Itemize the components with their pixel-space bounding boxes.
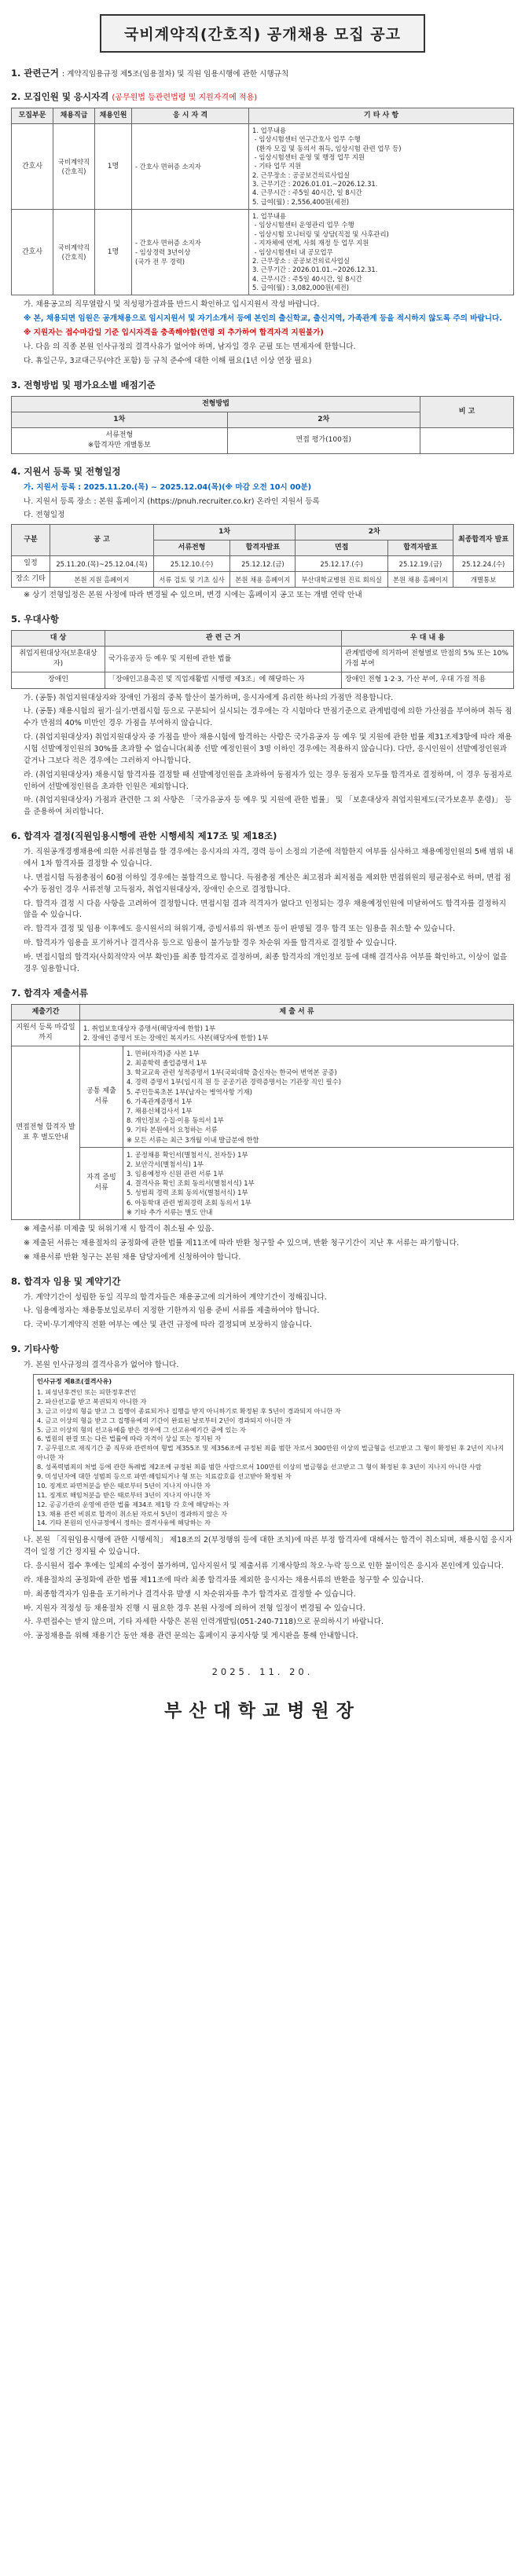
- selection-rule: 다. 합격자 결정 시 다음 사항을 고려하여 결정합니다. 면접시험 결과 적격자가 없다고 인정되는 경우 채용예정인원에 미달하여도 합격자를 결정하지 않을 수 있습니다.: [24, 899, 506, 920]
- misc-rule: 라. 채용절차의 공정화에 관한 법률 제11조에 따라 최종 합격자를 제외한 응시자는 채용서류의 반환을 청구할 수 있습니다.: [24, 1575, 424, 1585]
- pref-h-0: 대 상: [12, 631, 105, 647]
- misc-rule: 다. 응시원서 접수 후에는 일체의 수정이 불가하며, 입사지원서 및 제출서류 기재사항의 착오·누락 등으로 인한 불이익은 응시자 본인에게 있습니다.: [24, 1562, 504, 1571]
- document-item: 6. 아동학대 관련 범죄경력 조회 동의서 1부: [127, 1198, 251, 1207]
- recruit-detail-line: 4. 근무시간 : 주5일 40시간, 일 8시간: [252, 274, 362, 283]
- sched-h-1: 공 고: [50, 525, 154, 556]
- document-item: 7. 채용신체검사서 1부: [127, 1106, 193, 1115]
- col-dept: 모집부문: [12, 108, 53, 124]
- disqualification-item: 14. 기타 본원의 인사규정에서 정하는 결격사유에 해당하는 자: [37, 1519, 211, 1527]
- apply-period: 가. 지원서 등록 : 2025.11.20.(목) ~ 2025.12.04(목)(※ 마감 오전 10시 00분): [24, 482, 312, 492]
- s9-intro: 가. 본원 인사규정의 결격사유가 없어야 합니다.: [24, 1361, 179, 1370]
- sched-r2-0: 장소 기타: [12, 572, 50, 588]
- sched-r1-4: 25.12.17.(수): [296, 556, 387, 572]
- recruit-detail-line: - 임상시험센터 내 공모업무: [252, 247, 333, 256]
- recruit-detail-line: 1. 업무내용: [252, 126, 287, 135]
- recruit-row: [12, 124, 514, 210]
- issuer-name: 부산대학교병원장: [164, 1701, 361, 1722]
- disqualification-item: 8. 성폭력범죄의 처벌 등에 관한 특례법 제2조에 규정된 죄를 범한 사람으로서 100만원 이상의 벌금형을 선고받고 그 형이 확정된 후 3년이 지나지 아니한 사람: [37, 1463, 482, 1471]
- recruit-dept: 간호사: [12, 210, 53, 295]
- sched-r1-5: 25.12.19.(금): [387, 556, 453, 572]
- document-item: ※ 모든 서류는 최근 3개월 이내 발급분에 한함: [127, 1135, 259, 1144]
- recruit-detail-line: - 임상시험센터 운영 및 행정 업무 지원: [252, 153, 365, 162]
- section-6-paras: [11, 847, 514, 976]
- recruit-qual: - 간호사 면허증 소지자: [132, 124, 249, 210]
- eval-stage-1: 1차: [12, 412, 228, 427]
- sched-r1-1: 25.11.20.(목)~25.12.04.(목): [50, 556, 154, 572]
- section-1-title: 1. 관련근거: [11, 68, 59, 79]
- selection-rule: 나. 면접시험 득점총점이 60점 이하일 경우에는 불합격으로 합니다. 득점총점 계산은 최고점과 최저점을 제외한 면접위원의 평균점수로 하며, 면접 점수가 동점인 경우 서류전형 고득점자, 취업지원대상자, 장애인 순으로 결정합니다.: [24, 873, 511, 894]
- recruit-detail-line: - 임상시험 모니터링 및 상담(직접 및 사후관리): [252, 229, 389, 238]
- recruit-detail-line: - 임상시험센터 운영관리 업무 수행: [252, 221, 354, 229]
- pref-r0-0: 취업지원대상자(보훈대상자): [12, 647, 105, 672]
- document-item: 5. 주민등록초본 1부(남자는 병역사항 기재): [127, 1087, 252, 1096]
- sched-r1-2: 25.12.10.(수): [153, 556, 229, 572]
- sched-h-0: 구분: [12, 525, 50, 556]
- docs-items-1: [123, 1046, 514, 1147]
- section-2-note-line: ※ 본, 채용되면 임원은 공개채용으로 임시지원서 및 자기소개서 등에 본인의 출신학교, 출신지역, 가족관계 등을 적시하지 않도록 주의 바랍니다.: [24, 314, 502, 324]
- preference-table: [11, 630, 514, 688]
- contract-rule: 가. 계약기간이 성립한 동일 직무의 합격자들은 채용공고에 의거하여 계약기간이 정해집니다.: [24, 1292, 327, 1302]
- preference-note: 라. (취업지원대상자) 채용시험 합격자를 결정할 때 선발예정인원을 초과하여 동점자가 있는 경우 동점자 모두를 합격자로 결정하며, 이 경우 동점자로 인하여 선발예정인원을 초과한 인원은 제외합니다.: [24, 770, 512, 791]
- pref-r1-0: 장애인: [12, 672, 105, 688]
- eval-header-remark: 비 고: [420, 396, 514, 427]
- misc-rule: 나. 본원 「직원임용시행에 관한 시행세칙」 제18조의 2(부정행위 등에 대한 조치)에 따른 부정 합격자에 대해서는 합격이 취소되며, 채용시험 응시자격이 일정 기간 정지될 수 있습니다.: [24, 1536, 512, 1557]
- document-item: 2. 보안각서(별첨서식) 1부: [127, 1160, 204, 1168]
- docs-h-0: 제출기간: [12, 1004, 80, 1020]
- sched-sub-4: 면접: [296, 540, 387, 556]
- eval-table: [11, 396, 514, 454]
- recruit-detail-line: 4. 근무시간 : 주5일 40시간, 일 8시간: [252, 189, 362, 197]
- disqualification-title: 인사규정 제8조(결격사유): [37, 1377, 112, 1386]
- document-item: 2. 장애인 증명서 또는 장애인 복지카드 사본(해당자에 한함) 1부: [83, 1033, 269, 1042]
- docs-sub-1: 공통 제출서류: [80, 1046, 123, 1147]
- recruit-detail-line: 3. 근무기간 : 2026.01.01.~2026.12.31.: [252, 266, 378, 274]
- disqualification-box: [33, 1374, 514, 1531]
- selection-rule: 바. 면접시험의 합격자(사회적약자 여부 확인)를 최종 합격자로 결정하며, 최종 합격자의 개인정보 등에 대해 결격사유 여부를 확인하고, 이상이 없을 경우 임용합니다.: [24, 953, 508, 973]
- sched-h-2: 1차: [153, 525, 296, 540]
- recruit-details: [249, 124, 514, 210]
- docs-sub-2: 자격 증빙서류: [80, 1147, 123, 1219]
- docs-period-1: 면접전형 합격자 발표 후 별도안내: [12, 1046, 80, 1219]
- section-9-heading: 9. 기타사항: [11, 1343, 59, 1355]
- recruit-qual: - 간호사 면허증 소지자 - 임상경력 3년이상 (국가 전 무 경력): [132, 210, 249, 295]
- disqualification-item: 10. 징계로 파면처분을 받은 때로부터 5년이 지나지 아니한 자: [37, 1481, 211, 1490]
- docs-h-1: 제 출 서 류: [80, 1004, 514, 1020]
- disqualification-list: [34, 1375, 514, 1531]
- document-item: 6. 가족관계증명서 1부: [127, 1097, 193, 1105]
- disqualification-item: 6. 법원의 판결 또는 다른 법률에 따라 자격이 상실 또는 정지된 자: [37, 1435, 222, 1443]
- misc-rule: 아. 공정채용을 위해 채용기간 동안 채용 관련 문의는 홈페이지 공지사항 및 게시판을 통해 안내합니다.: [24, 1632, 358, 1641]
- disqualification-item: 7. 공무원으로 재직기간 중 직무와 관련하여 형법 제355조 및 제356조에 규정된 죄를 범한 자로서 300만원 이상의 벌금형을 선고받고 그 형이 확정된 후 2년이 지나지 아니한 자: [37, 1444, 505, 1462]
- selection-rule: 마. 합격자가 임용을 포기하거나 결격사유 등으로 임용이 불가능할 경우 차순위 자를 합격자로 결정할 수 있습니다.: [24, 939, 398, 948]
- document-item: 8. 개인정보 수집·이용 동의서 1부: [127, 1116, 224, 1125]
- section-5-heading: 5. 우대사항: [11, 614, 59, 625]
- disqualification-item: 13. 채용 관련 비위로 합격이 취소된 자로서 5년이 경과하지 않은 자: [37, 1509, 227, 1518]
- selection-rule: 가. 직원공개경쟁채용에 의한 서류전형을 할 경우에는 응시자의 자격, 경력 등이 소정의 기준에 적합한지 여부를 심사하고 채용예정인원의 5배 범위 내에서 1차 합격자를 결정할 수 있습니다.: [24, 848, 514, 868]
- preference-note: 가. (공통) 취업지원대상자와 장애인 가점의 중복 합산이 불가하며, 응시자에게 유리한 하나의 가점만 적용합니다.: [24, 693, 394, 702]
- disqualification-item: 1. 피성년후견인 또는 피한정후견인: [37, 1387, 137, 1396]
- section-1-heading: [11, 67, 514, 79]
- pref-r0-2: 관계법령에 의거하여 전형별로 만점의 5% 또는 10% 가점 부여: [342, 647, 514, 672]
- documents-note: ※ 제출서류 미제출 및 허위기재 시 합격이 취소될 수 있음.: [24, 1225, 215, 1234]
- disqualification-item: 2. 파산선고를 받고 복권되지 아니한 자: [37, 1397, 147, 1405]
- preference-note: 나. (공통) 채용시험의 필기·실기·면접시험 등으로 구분되어 실시되는 경우에는 각 시험마다 만점기준으로 관계법령에 의한 가산점을 부여하며 취득 점수가 만점의 40% 미만인 경우 가점을 부여하지 않습니다.: [24, 707, 512, 728]
- section-3-heading: 3. 전형방법 및 평가요소별 배점기준: [11, 379, 156, 390]
- section-2-notes: [11, 299, 514, 367]
- sched-sub-2: 서류전형: [153, 540, 229, 556]
- pref-r1-2: 장애인 전형 1·2·3, 가산 부여, 우대 가점 적용: [342, 672, 514, 688]
- section-8-heading: 8. 합격자 임용 및 계약기간: [11, 1275, 121, 1287]
- document-item: ※ 기타 추가 서류는 별도 안내: [127, 1207, 213, 1216]
- preference-note: 다. (취업지원대상자) 취업지원대상자 중 가점을 받아 채용시험에 합격하는 사람은 국가유공자 등 예우 및 지원에 관한 법률 제31조제3항에 따라 채용시험 선발예정인원의 30%를 초과할 수 없습니다(최종 선발 예정인원이 3명 이하인 경우에는 적용하지 않습니다). 다만, 응시인원이 선발예정인원과 같거나 그보다 적은 경우에는 그러하지 아니합니다.: [24, 733, 512, 765]
- recruit-detail-line: - 지자체에 연계, 사회 재정 등 업무 지원: [252, 239, 369, 247]
- section-7-heading: 7. 합격자 제출서류: [11, 987, 89, 999]
- recruit-detail-line: 3. 근무기간 : 2026.01.01.~2026.12.31.: [252, 180, 378, 189]
- notice-title: 국비계약직(간호직) 공개채용 모집 공고: [100, 14, 425, 53]
- disqualification-item: 12. 공공기관의 운영에 관한 법률 제34조 제1항 각 호에 해당하는 자: [37, 1500, 229, 1508]
- s4-line-3: 다. 전형일정: [24, 511, 65, 520]
- section-5-paras: [11, 693, 514, 819]
- recruit-grade: 국비계약직(간호직): [53, 124, 95, 210]
- sched-h-6: 최종합격자 발표: [453, 525, 514, 556]
- misc-rule: 마. 최종합격자가 임용을 포기하거나 결격사유 발생 시 차순위자를 추가 합격자로 결정할 수 있습니다.: [24, 1589, 356, 1599]
- document-item: 4. 경력 증명서 1부(임시직 원 등 공공기관 경력증명서는 기관장 직인 필수): [127, 1078, 342, 1086]
- eval-remark-cell: [420, 427, 514, 453]
- recruit-grade: 국비계약직(간호직): [53, 210, 95, 295]
- sched-r2-5: 본원 채용 홈페이지: [387, 572, 453, 588]
- misc-rule: 바. 지원자 적정성 등 채용절차 진행 시 필요한 경우 본원 사정에 의하여 전형 일정이 변경될 수 있습니다.: [24, 1603, 365, 1613]
- col-count: 채용인원: [95, 108, 132, 124]
- preference-note: 마. (취업지원대상자) 가점과 관련한 그 외 사항은 「국가유공자 등 예우 및 지원에 관한 법률」 및 「보훈대상자 취업지원제도(국가보훈부 훈령)」 등을 준용하여 처리합니다.: [24, 796, 512, 817]
- documents-note: ※ 채용서류 반환 청구는 본원 채용 담당자에게 신청하여야 합니다.: [24, 1252, 241, 1262]
- sched-r1-0: 일정: [12, 556, 50, 572]
- documents-note: ※ 제출된 서류는 채용절차의 공정화에 관한 법률 제11조에 따라 반환 청구할 수 있으며, 반환 청구기간이 지난 후 서류는 파기합니다.: [24, 1238, 459, 1248]
- recruit-detail-line: 5. 급여(월) : 3,082,000원(세전): [252, 283, 350, 291]
- pref-r0-1: 국가유공자 등 예우 및 지원에 관한 법률: [105, 647, 342, 672]
- document-item: 1. 공정채용 확인서(별첨서식, 전자등) 1부: [127, 1150, 248, 1159]
- misc-rule: 사. 우편접수는 받지 않으며, 기타 자세한 사항은 본원 인력개발팀(051-240-7118)으로 문의하시기 바랍니다.: [24, 1618, 384, 1627]
- eval-header-method: 전형방법: [12, 396, 420, 412]
- documents-table: [11, 1004, 514, 1220]
- section-4-heading: 4. 지원서 등록 및 전형일정: [11, 465, 121, 477]
- document-item: 1. 취업보호대상자 증명서(해당자에 한함) 1부: [83, 1024, 216, 1032]
- recruit-detail-line: 1. 업무내용: [252, 212, 287, 221]
- eval-stage-2: 2차: [227, 412, 420, 427]
- recruit-row: [12, 210, 514, 295]
- sched-r1-3: 25.12.12.(금): [230, 556, 296, 572]
- pref-r1-1: 「장애인고용촉진 및 직업재활법 시행령 제3조」에 해당하는 자: [105, 672, 342, 688]
- document-item: 4. 결격사유 확인 조회 동의서(별첨서식) 1부: [127, 1179, 255, 1188]
- recruit-detail-line: 5. 급여(월) : 2,556,400원(세전): [252, 197, 350, 206]
- pref-h-2: 우 대 내 용: [342, 631, 514, 647]
- recruit-detail-line: - 기타 업무 지원: [252, 162, 302, 170]
- sched-r1-6: 25.12.24.(수): [453, 556, 514, 572]
- section-2-note-line: 다. 휴일근무, 3교대근무(야간 포함) 등 규칙 준수에 대한 이해 필요(1년 이상 연장 필요): [24, 356, 312, 365]
- document-item: 1. 면허(자격)증 사본 1부: [127, 1049, 200, 1057]
- recruit-table: [11, 108, 514, 295]
- section-2-note-line: 가. 채용공고의 직무열람시 및 적성평가결과를 반드시 확인하고 입시지원서 작성 바랍니다.: [24, 300, 320, 310]
- section-6-heading: 6. 합격자 결정(직원임용시행에 관한 시행세칙 제17조 및 제18조): [11, 830, 277, 842]
- contract-rule: 다. 국비·무기계약직 전환 여부는 예산 및 관련 규정에 따라 결정되며 보장하지 않습니다.: [24, 1321, 313, 1330]
- section-2-note-line: 나. 다음 의 직종 본원 인사규정의 결격사유가 없어야 하며, 남자일 경우 군필 또는 면제자에 한합니다.: [24, 342, 356, 351]
- document-item: 9. 기타 본원에서 요청하는 서류: [127, 1126, 218, 1134]
- recruit-detail-line: 2. 근무장소 : 공공보건의료사업실: [252, 256, 350, 265]
- document-item: 3. 학교교육 관련 성적증명서 1부(국외대학 출신자는 한국어 번역본 공증): [127, 1068, 337, 1077]
- section-1-text: : 계약직임용규정 제5조(임용절차) 및 직원 임용시행에 관한 시행규칙: [61, 70, 289, 79]
- col-qual: 응 시 자 격: [132, 108, 249, 124]
- schedule-footnote: ※ 상기 전형일정은 본원 사정에 따라 변경될 수 있으며, 변경 시에는 홈페이지 공고 또는 개별 연락 안내: [24, 591, 362, 600]
- recruit-dept: 간호사: [12, 124, 53, 210]
- recruit-detail-line: 2. 근무장소 : 공공보건의료사업실: [252, 170, 350, 179]
- s4-line-2: 나. 지원서 등록 장소 : 본원 홈페이지 (https://pnuh.recruiter.co.kr) 온라인 지원서 등록: [24, 497, 320, 506]
- section-9-paras: [11, 1535, 514, 1643]
- docs-items-2: [123, 1147, 514, 1219]
- disqualification-item: 3. 금고 이상의 형을 받고 그 집행이 종료되거나 집행을 받지 아니하기로 확정된 후 5년이 경과되지 아니한 자: [37, 1406, 341, 1415]
- document-item: 2. 최종학력 졸업증명서 1부: [127, 1059, 207, 1068]
- disqualification-item: 4. 금고 이상의 형을 받고 그 집행유예의 기간이 완료된 날로부터 2년이 경과되지 아니한 자: [37, 1416, 292, 1424]
- docs-period-0: 지원서 등록 마감일까지: [12, 1020, 80, 1046]
- recruit-details: [249, 210, 514, 295]
- s4-line-1: [24, 482, 514, 494]
- document-item: 3. 임용예정자 신원 관련 서류 1부: [127, 1170, 224, 1178]
- section-2-note-line: ※ 지원자는 접수마감일 기준 입시자격을 충족해야함(연령 외 추가하여 합격자격 지원불가): [24, 328, 324, 337]
- eval-method-2: 면접 평가(100점): [227, 427, 420, 453]
- recruit-count: 1명: [95, 124, 132, 210]
- col-grade: 채용직급: [53, 108, 95, 124]
- schedule-table: [11, 524, 514, 588]
- docs-items-0: [80, 1020, 514, 1046]
- pref-h-1: 관 련 근 거: [105, 631, 342, 647]
- section-7-notes: [11, 1224, 514, 1264]
- document-item: 5. 성범죄 경력 조회 동의서(별첨서식) 1부: [127, 1189, 248, 1197]
- section-8-paras: [11, 1292, 514, 1332]
- notice-date: 2025. 11. 20.: [211, 1666, 314, 1678]
- eval-method-1: 서류전형 ※합격자만 개별통보: [12, 427, 228, 453]
- recruit-count: 1명: [95, 210, 132, 295]
- sched-sub-3: 합격자발표: [230, 540, 296, 556]
- sched-r2-4: 부산대학교병원 진료 회의실: [296, 572, 387, 588]
- disqualification-item: 9. 미성년자에 대한 성범죄 등으로 파면·해임되거나 형 또는 치료감호를 선고받아 확정된 자: [37, 1471, 292, 1480]
- section-2-heading: [11, 90, 514, 103]
- section-2-title: 2. 모집인원 및 응시자격: [11, 91, 109, 102]
- contract-rule: 나. 임용예정자는 채용통보일로부터 지정한 기한까지 임용 준비 서류를 제출하여야 합니다.: [24, 1306, 320, 1316]
- sched-r2-1: 본원 지원 홈페이지: [50, 572, 154, 588]
- disqualification-item: 5. 금고 이상의 형의 선고유예를 받은 경우에 그 선고유예기간 중에 있는 자: [37, 1425, 246, 1434]
- col-etc: 기 타 사 항: [249, 108, 514, 124]
- sched-r2-3: 본원 채용 홈페이지: [230, 572, 296, 588]
- sched-r2-2: 서류 검토 및 기초 심사: [153, 572, 229, 588]
- sched-sub-5: 합격자발표: [387, 540, 453, 556]
- section-2-note: (공무원법 등관련법령 및 지원자격에 적용): [112, 93, 258, 102]
- sched-h-4: 2차: [296, 525, 453, 540]
- sched-r2-6: 개별통보: [453, 572, 514, 588]
- selection-rule: 라. 합격자 결정 및 임용 이후에도 응시원서의 허위기재, 증빙서류의 위·변조 등이 판명될 경우 합격 또는 임용을 취소할 수 있습니다.: [24, 925, 456, 934]
- recruit-detail-line: - 임상시험센터 연구간호사 업무 수행: [252, 135, 361, 144]
- recruit-detail-line: (환자 모집 및 동의서 취득, 임상시험 관련 업무 등): [252, 144, 402, 152]
- disqualification-item: 11. 징계로 해임처분을 받은 때로부터 3년이 지나지 아니한 자: [37, 1490, 211, 1499]
